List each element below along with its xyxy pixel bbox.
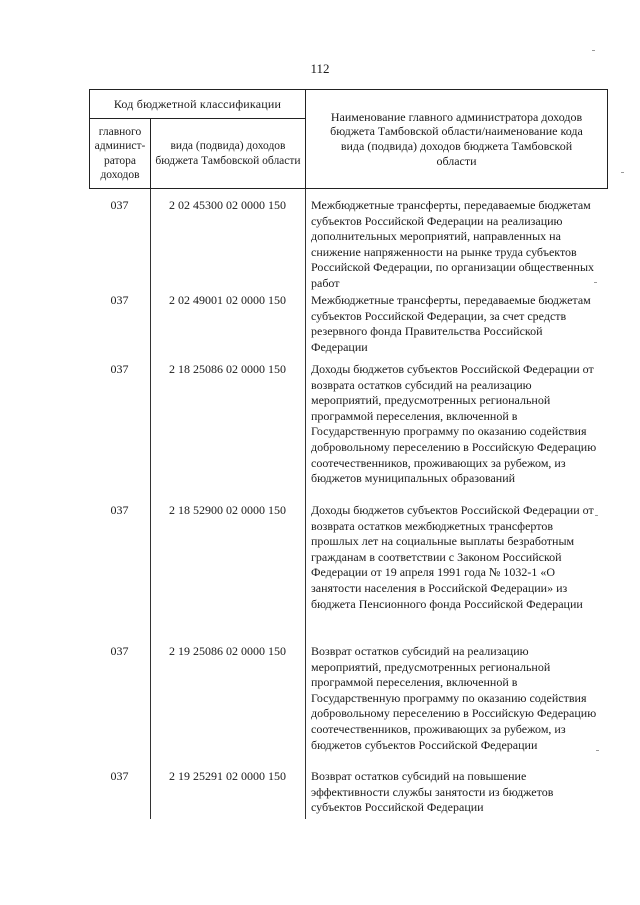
revenue-name: Возврат остатков субсидий на повышение эффективности службы занятости из бюджетов субъектов Российской Федерации bbox=[311, 769, 554, 815]
header-admin-column: главного админист-ратора доходов bbox=[90, 119, 151, 189]
admin-code: 037 bbox=[110, 293, 129, 307]
header-group-title: Код бюджетной классификации bbox=[90, 90, 306, 119]
budget-code: 2 18 52900 02 0000 150 bbox=[169, 503, 286, 517]
admin-code: 037 bbox=[110, 198, 129, 212]
header-name-column: Наименование главного администратора доходов бюджета Тамбовской области/наименование кода вида (подвида) доходов бюджета Тамбовской области bbox=[306, 90, 608, 189]
revenue-name: Доходы бюджетов субъектов Российской Федерации от возврата остатков субсидий на реализацию мероприятий, предусмотренных региональной программой переселения, включенной в Государственную программу по оказанию содействия добровольному переселению в Российскую Федерацию соотечественников, проживающих за рубежом, из бюджетов муниципальных образований bbox=[311, 362, 597, 486]
admin-code: 037 bbox=[110, 503, 129, 517]
admin-code: 037 bbox=[110, 644, 129, 658]
header-code-column: вида (подвида) доходов бюджета Тамбовской области bbox=[151, 119, 306, 189]
revenue-name: Межбюджетные трансферты, передаваемые бюджетам субъектов Российской Федерации, за счет средств резервного фонда Правительства Российской Федерации bbox=[311, 293, 591, 354]
page-number: 112 bbox=[310, 61, 330, 76]
admin-code: 037 bbox=[110, 362, 129, 376]
scan-speck bbox=[621, 172, 624, 173]
revenue-name: Доходы бюджетов субъектов Российской Федерации от возврата остатков межбюджетных трансфертов прошлых лет на социальные выплаты безработным гражданам в соответствии с Законом Российской Федерации от 19 апреля 1991 года № 1032-1 «О занятости населения в Российской Федерации» из бюджета Пенсионного фонда Российской Федерации bbox=[311, 503, 594, 611]
budget-code: 2 19 25291 02 0000 150 bbox=[169, 769, 286, 783]
budget-code: 2 18 25086 02 0000 150 bbox=[169, 362, 286, 376]
table-header bbox=[89, 89, 608, 189]
revenue-name: Возврат остатков субсидий на реализацию мероприятий, предусмотренных региональной программой переселения, включенной в Государственную программу по оказанию содействия добровольному переселению в Российскую Федерацию соотечественников, проживающих за рубежом, из бюджетов субъектов Российской Федерации bbox=[311, 644, 597, 752]
revenue-name: Межбюджетные трансферты, передаваемые бюджетам субъектов Российской Федерации на реализацию дополнительных мероприятий, направленных на снижение напряженности на рынке труда субъектов Российской Федерации, по организации общественных работ bbox=[311, 198, 595, 290]
column-divider-2 bbox=[305, 189, 306, 819]
scan-speck bbox=[592, 50, 595, 51]
scan-speck bbox=[594, 282, 597, 283]
scan-speck bbox=[596, 750, 599, 751]
scan-speck bbox=[595, 515, 598, 516]
budget-code: 2 19 25086 02 0000 150 bbox=[169, 644, 286, 658]
admin-code: 037 bbox=[110, 769, 129, 783]
budget-code: 2 02 45300 02 0000 150 bbox=[169, 198, 286, 212]
budget-code: 2 02 49001 02 0000 150 bbox=[169, 293, 286, 307]
